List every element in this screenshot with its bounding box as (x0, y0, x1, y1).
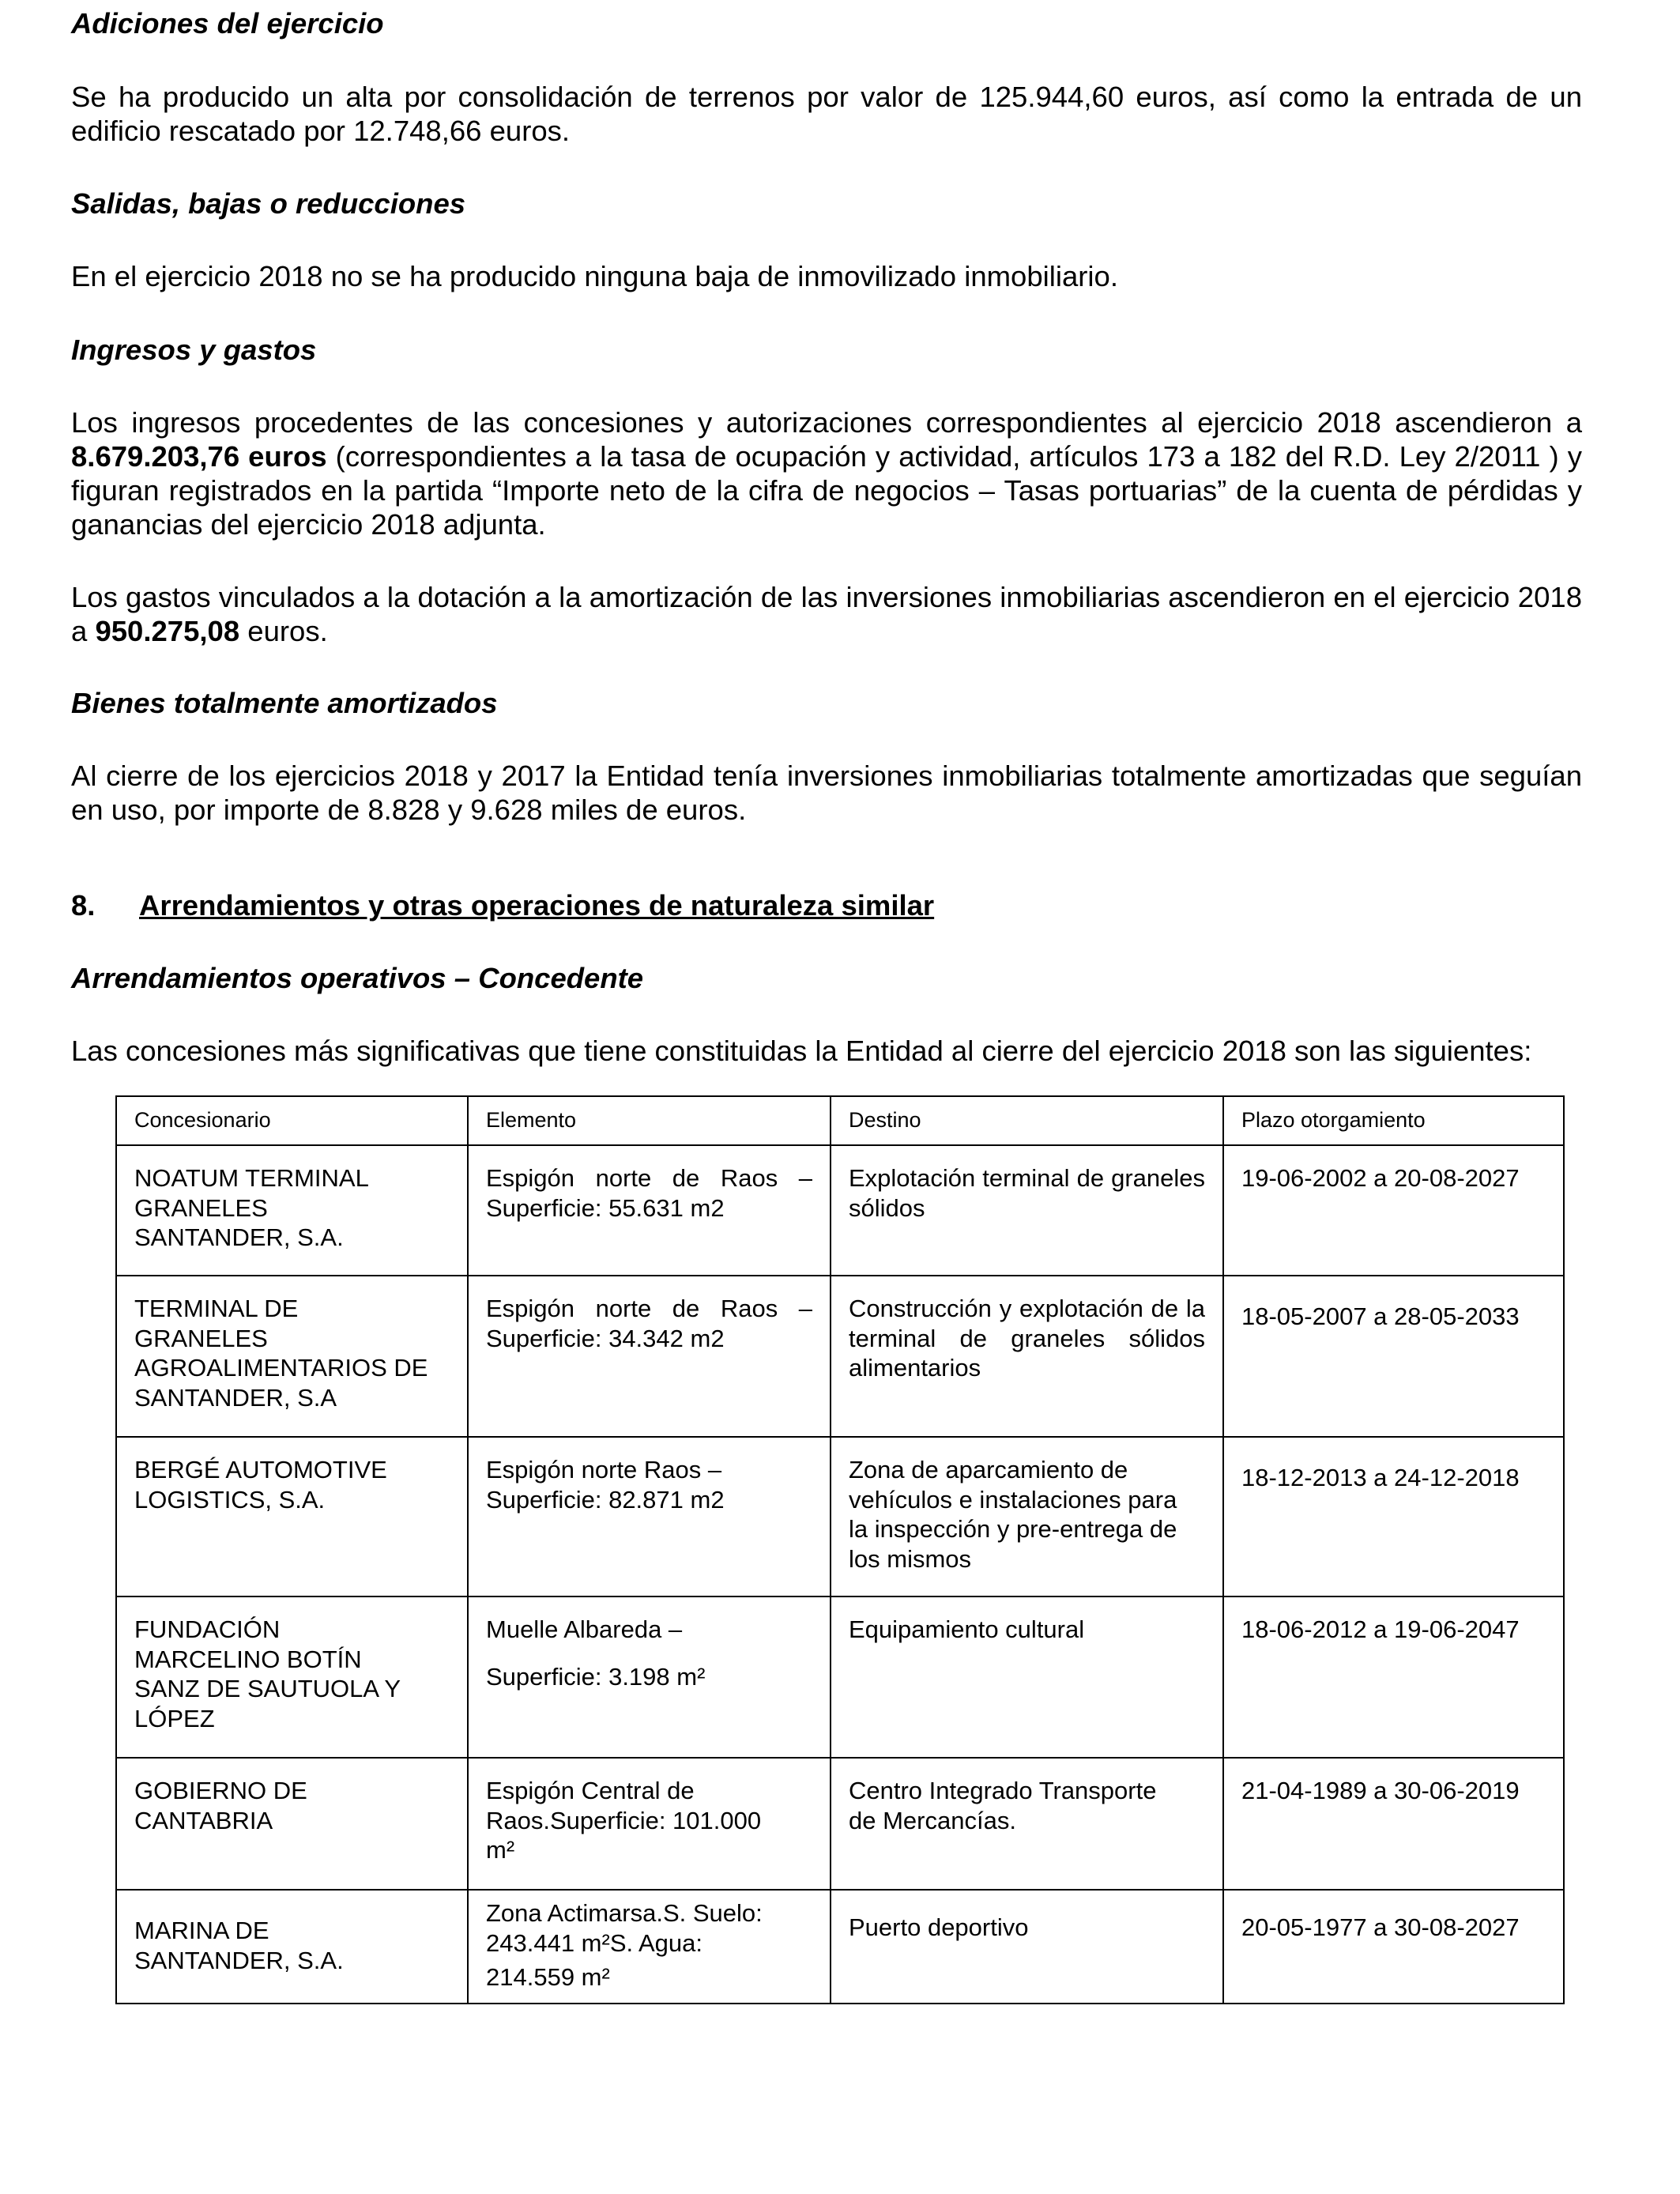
cell-line: la inspección y pre-entrega de (849, 1515, 1177, 1543)
gastos-text-2: euros. (239, 615, 328, 647)
ingresos-amount: 8.679.203,76 euros (71, 440, 327, 473)
cell-line: 243.441 m²S. Agua: (486, 1928, 703, 1957)
header-elemento: Elemento (468, 1096, 831, 1145)
gastos-text-1: Los gastos vinculados a la dotación a la amortización de las inversiones inmobiliarias ascendieron en el ejercicio 2018 a (71, 581, 1582, 647)
ingresos-text-2: (correspondientes a la tasa de ocupación y actividad, artículos 173 a 182 del R.D. Ley 2/2011 ) y figuran registrados en la partida “Importe neto de la cifra de negocios – Tasas portuarias” de la cuenta de pérdidas y ganancias del ejercicio 2018 adjunta. (71, 440, 1583, 541)
table-header-row (116, 1096, 1564, 1145)
cell-destino: Explotación terminal de graneles sólidos (831, 1145, 1223, 1276)
cell-line: GRANELES (134, 1324, 268, 1352)
cell-line: Zona Actimarsa.S. Suelo: (486, 1899, 763, 1927)
heading-bienes: Bienes totalmente amortizados (71, 687, 498, 719)
cell-line: m² (486, 1836, 515, 1864)
cell-line: los mismos (849, 1544, 972, 1573)
cell-plazo: 18-12-2013 a 24-12-2018 (1223, 1437, 1564, 1596)
cell-line: vehículos e instalaciones para (849, 1485, 1177, 1514)
table-row (116, 1758, 1564, 1890)
paragraph-adiciones: Se ha producido un alta por consolidación de terrenos por valor de 125.944,60 euros, así como la entrada de un edificio rescatado por 12.748,66 euros. (71, 81, 1582, 147)
cell-concesionario (116, 1758, 468, 1890)
cell-line: Espigón norte Raos – (486, 1456, 722, 1483)
table-row (116, 1276, 1564, 1437)
heading-adiciones: Adiciones del ejercicio (71, 7, 384, 40)
cell-destino (831, 1437, 1223, 1596)
cell-line: Zona de aparcamiento de (849, 1456, 1128, 1483)
heading-ingresos: Ingresos y gastos (71, 334, 317, 366)
cell-line: GRANELES (134, 1193, 268, 1222)
cell-line: GOBIERNO DE (134, 1777, 307, 1804)
concesiones-table (115, 1095, 1565, 2004)
heading-arrendamientos-operativos: Arrendamientos operativos – Concedente (71, 962, 644, 994)
cell-destino: Construcción y explotación de la terminal de graneles sólidos alimentarios (831, 1276, 1223, 1437)
cell-line: Espigón Central de (486, 1777, 695, 1804)
cell-line: AGROALIMENTARIOS DE (134, 1354, 428, 1382)
cell-line: TERMINAL DE (134, 1295, 299, 1322)
cell-line: MARINA DE (134, 1917, 269, 1944)
cell-line: Superficie: 82.871 m2 (486, 1485, 725, 1514)
cell-line: MARCELINO BOTÍN (134, 1645, 362, 1673)
cell-elemento (468, 1437, 831, 1596)
header-plazo: Plazo otorgamiento (1223, 1096, 1564, 1145)
cell-line: LÓPEZ (134, 1704, 215, 1732)
cell-elemento: Espigón norte de Raos – Superficie: 34.342 m2 (468, 1276, 831, 1437)
paragraph-gastos (71, 580, 1582, 648)
paragraph-concesiones-intro: Las concesiones más significativas que tiene constituidas la Entidad al cierre del ejercicio 2018 son las siguientes: (71, 1035, 1532, 1067)
header-destino: Destino (831, 1096, 1223, 1145)
paragraph-bienes: Al cierre de los ejercicios 2018 y 2017 la Entidad tenía inversiones inmobiliarias totalmente amortizadas que seguían en uso, por importe de 8.828 y 9.628 miles de euros. (71, 760, 1582, 826)
cell-line: SANTANDER, S.A (134, 1383, 337, 1412)
cell-line: BERGÉ AUTOMOTIVE (134, 1456, 387, 1483)
cell-plazo: 19-06-2002 a 20-08-2027 (1223, 1145, 1564, 1276)
section-title: Arrendamientos y otras operaciones de naturaleza similar (139, 889, 935, 922)
cell-concesionario (116, 1437, 468, 1596)
header-concesionario: Concesionario (116, 1096, 468, 1145)
cell-elemento (468, 1890, 831, 2004)
cell-line: 214.559 m² (486, 1963, 610, 1991)
cell-destino: Equipamiento cultural (831, 1596, 1223, 1758)
paragraph-salidas: En el ejercicio 2018 no se ha producido ninguna baja de inmovilizado inmobiliario. (71, 260, 1118, 292)
heading-salidas: Salidas, bajas o reducciones (71, 187, 466, 220)
cell-line: SANZ DE SAUTUOLA Y (134, 1675, 401, 1702)
cell-line: NOATUM TERMINAL (134, 1164, 369, 1192)
paragraph-ingresos (71, 405, 1582, 541)
cell-line: SANTANDER, S.A. (134, 1223, 344, 1251)
cell-line: FUNDACIÓN (134, 1615, 281, 1643)
ingresos-text-1: Los ingresos procedentes de las concesiones y autorizaciones correspondientes al ejercicio 2018 ascendieron a (71, 406, 1582, 439)
cell-line: Muelle Albareda – (486, 1615, 683, 1643)
cell-line: CANTABRIA (134, 1806, 273, 1834)
table-row (116, 1890, 1564, 2004)
cell-line: SANTANDER, S.A. (134, 1946, 344, 1974)
cell-line: LOGISTICS, S.A. (134, 1485, 326, 1514)
cell-destino (831, 1758, 1223, 1890)
gastos-amount: 950.275,08 (95, 615, 240, 647)
cell-plazo: 21-04-1989 a 30-06-2019 (1223, 1758, 1564, 1890)
table-row (116, 1145, 1564, 1276)
cell-elemento: Espigón norte de Raos – Superficie: 55.631 m2 (468, 1145, 831, 1276)
cell-elemento (468, 1758, 831, 1890)
cell-line: de Mercancías. (849, 1806, 1016, 1834)
cell-plazo: 18-05-2007 a 28-05-2033 (1223, 1276, 1564, 1437)
cell-destino: Puerto deportivo (831, 1890, 1223, 2004)
cell-concesionario (116, 1890, 468, 2004)
cell-concesionario (116, 1276, 468, 1437)
cell-concesionario (116, 1596, 468, 1758)
cell-elemento (468, 1596, 831, 1758)
table-row (116, 1437, 1564, 1596)
section-number: 8. (71, 889, 96, 922)
section-8-title (71, 888, 1582, 922)
cell-line: Centro Integrado Transporte (849, 1777, 1157, 1804)
cell-line: Raos.Superficie: 101.000 (486, 1806, 762, 1834)
cell-concesionario (116, 1145, 468, 1276)
cell-plazo: 20-05-1977 a 30-08-2027 (1223, 1890, 1564, 2004)
table-row (116, 1596, 1564, 1758)
cell-plazo: 18-06-2012 a 19-06-2047 (1223, 1596, 1564, 1758)
cell-line: Superficie: 3.198 m² (486, 1662, 706, 1691)
